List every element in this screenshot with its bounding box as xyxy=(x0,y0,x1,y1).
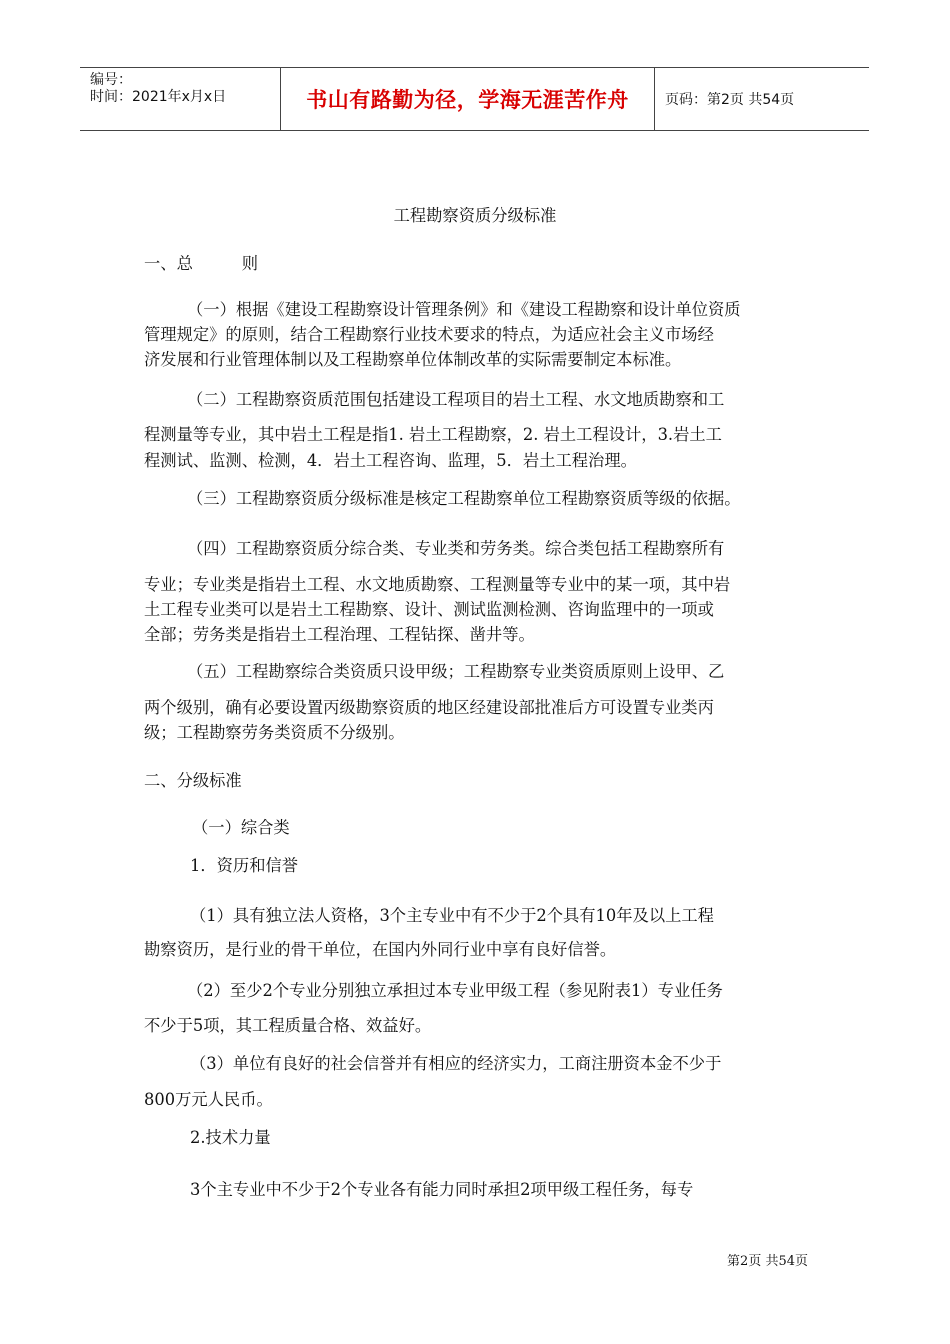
item-heading: 2.技术力量 xyxy=(190,1128,271,1147)
paragraph-line: （2）至少2个专业分别独立承担过本专业甲级工程（参见附表1）专业任务 xyxy=(187,981,723,1000)
paragraph-line: 勘察资历，是行业的骨干单位，在国内外同行业中享有良好信誉。 xyxy=(144,940,617,959)
section-heading: 二、分级标准 xyxy=(144,771,242,790)
paragraph-line: 不少于5项，其工程质量合格、效益好。 xyxy=(144,1016,432,1035)
paragraph-line: （一）根据《建设工程勘察设计管理条例》和《建设工程勘察和设计单位资质 xyxy=(187,300,741,319)
header-meta xyxy=(80,68,281,130)
item-heading: 1．资历和信誉 xyxy=(190,856,299,875)
paragraph-line: 管理规定》的原则，结合工程勘察行业技术要求的特点，为适应社会主义市场经 xyxy=(144,325,714,344)
paragraph-line: 土工程专业类可以是岩土工程勘察、设计、测试监测检测、咨询监理中的一项或 xyxy=(144,600,714,619)
page-footer: 第2页 共54页 xyxy=(727,1254,808,1269)
header-motto: 书山有路勤为径，学海无涯苦作舟 xyxy=(281,68,655,130)
paragraph-line: （三）工程勘察资质分级标准是核定工程勘察单位工程勘察资质等级的依据。 xyxy=(187,489,741,508)
paragraph-line: 济发展和行业管理体制以及工程勘察单位体制改革的实际需要制定本标准。 xyxy=(144,350,682,369)
paragraph-line: 3个主专业中不少于2个专业各有能力同时承担2项甲级工程任务，每专 xyxy=(190,1180,694,1199)
paragraph-line: （五）工程勘察综合类资质只设甲级；工程勘察专业类资质原则上设甲、乙 xyxy=(187,662,725,681)
section-heading: 一、总 则 xyxy=(144,254,258,273)
paragraph-line: 两个级别，确有必要设置丙级勘察资质的地区经建设部批准后方可设置专业类丙 xyxy=(144,698,714,717)
paragraph-line: 级；工程勘察劳务类资质不分级别。 xyxy=(144,723,405,742)
paragraph-line: 全部；劳务类是指岩土工程治理、工程钻探、凿井等。 xyxy=(144,625,535,644)
subsection-heading: （一）综合类 xyxy=(192,818,290,837)
paragraph-line: 程测量等专业，其中岩土工程是指1. 岩土工程勘察，2. 岩土工程设计，3.岩土工 xyxy=(144,425,722,444)
paragraph-line: 800万元人民币。 xyxy=(144,1090,273,1109)
paragraph-line: 专业；专业类是指岩土工程、水文地质勘察、工程测量等专业中的某一项，其中岩 xyxy=(144,575,731,594)
paragraph-line: （1）具有独立法人资格，3个主专业中有不少于2个具有10年及以上工程 xyxy=(190,906,714,925)
header-page-info: 页码：第2页 共54页 xyxy=(665,92,795,108)
paragraph-line: （四）工程勘察资质分综合类、专业类和劳务类。综合类包括工程勘察所有 xyxy=(187,539,725,558)
paragraph-line: 程测试、监测、检测，4．岩土工程咨询、监理，5．岩土工程治理。 xyxy=(144,451,637,470)
number-label: 编号： xyxy=(90,72,132,88)
time-label: 时间：2021年x月x日 xyxy=(90,89,227,105)
paragraph-line: （3）单位有良好的社会信誉并有相应的经济实力，工商注册资本金不少于 xyxy=(190,1054,722,1073)
paragraph-line: （二）工程勘察资质范围包括建设工程项目的岩土工程、水文地质勘察和工 xyxy=(187,390,725,409)
document-title: 工程勘察资质分级标准 xyxy=(393,206,557,225)
page-header xyxy=(80,67,869,131)
